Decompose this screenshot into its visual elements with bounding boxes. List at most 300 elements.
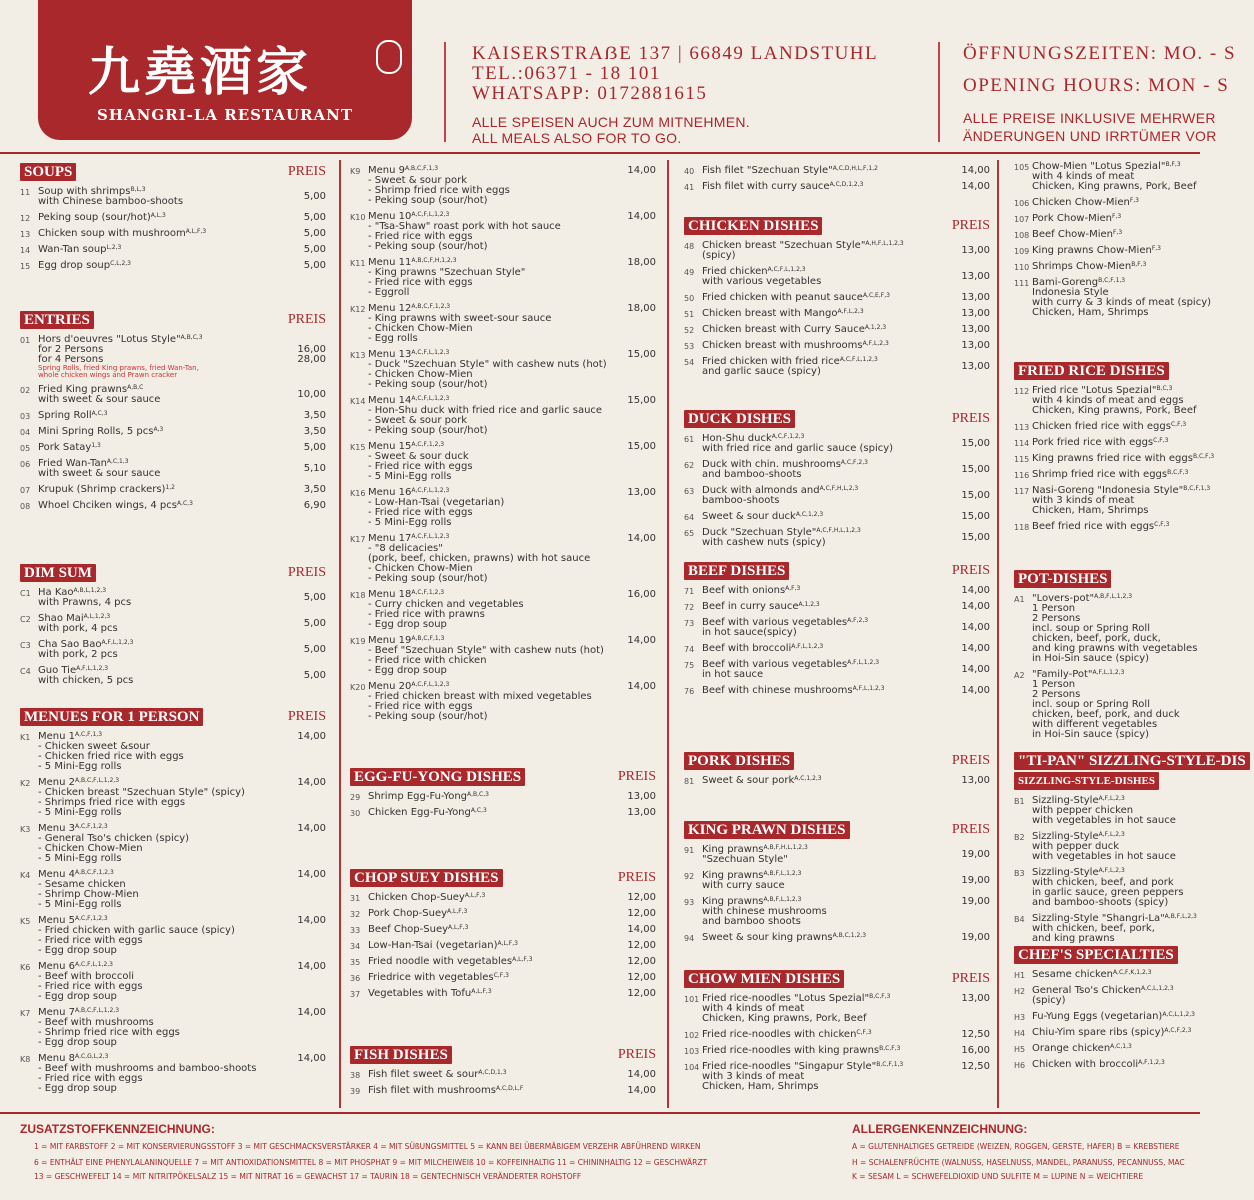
item-number: 118 (1014, 523, 1030, 532)
address: KAISERSTRAẞE 137 | 66849 LANDSTUHL (472, 43, 879, 64)
item-number: H2 (1014, 987, 1026, 996)
item-text: - "8 delicacies" (368, 543, 443, 554)
item-text: Menu 16 (368, 487, 412, 498)
item-line (702, 166, 950, 176)
item-text: - Egg drop soup (38, 945, 117, 956)
item-text: with 4 kinds of meat and eggs (1032, 395, 1184, 406)
allergen-codes: A,F,L,1,2,3 (76, 665, 109, 672)
item-price: 13,00 (627, 487, 656, 498)
item-description (1032, 470, 1214, 480)
item-description (38, 245, 286, 255)
item-description (1032, 162, 1214, 192)
item-note: Spring Rolls, fried King prawns, fried Wan-Tan, (38, 364, 199, 372)
item-line (368, 941, 616, 951)
section-header (350, 1046, 656, 1064)
section-menues2 (350, 160, 656, 722)
section-header (684, 562, 990, 580)
item-description (1032, 670, 1214, 740)
item-price: 14,00 (961, 585, 990, 596)
item-text: Beef with onions (702, 585, 786, 596)
item-line (368, 518, 616, 528)
allergen-codes: A,L,F,3 (185, 228, 207, 235)
allergen-codes: A,B,C,1,2,3 (832, 932, 867, 939)
item-text: Bami-Goreng (1032, 277, 1099, 288)
item-text: with chicken, beef, and pork (1032, 877, 1174, 888)
item-line (368, 1086, 616, 1096)
item-description (368, 1070, 616, 1080)
section-fish2 (684, 160, 990, 192)
item-text: with chicken, beef, pork, (1032, 923, 1155, 934)
item-text: Krupuk (Shrimp crackers) (38, 484, 166, 495)
item-text: - Fried chicken with garlic sauce (spicy) (38, 925, 235, 936)
item-price: 5,00 (303, 228, 326, 239)
allergen-codes: B,C,F,1,3 (876, 1061, 904, 1068)
item-price: 13,00 (961, 292, 990, 303)
item-price: 15,00 (961, 511, 990, 522)
item-line (38, 469, 286, 479)
item-number: 52 (684, 326, 695, 335)
item-text: General Tso's Chicken (1032, 985, 1142, 996)
item-description (702, 241, 950, 261)
item-description (1032, 246, 1214, 256)
allergen-codes: A,B,C,F,1,3 (405, 165, 439, 172)
menu-item (350, 792, 656, 802)
item-price: 13,00 (961, 340, 990, 351)
allergen-codes: A,3 (153, 426, 164, 433)
section-tipan (1014, 752, 1254, 944)
item-text: King prawns fried rice with eggs (1032, 453, 1193, 464)
item-number: 12 (20, 214, 31, 223)
section-header (684, 752, 990, 770)
item-description (702, 897, 950, 927)
item-description (702, 166, 950, 176)
item-text: and bamboo shoots (702, 916, 801, 927)
menu-item (684, 933, 990, 943)
allergen-codes: A,C,F,1,2,3 (411, 589, 445, 596)
allergen-codes: A,B,C,F,H,1,2,3 (411, 257, 457, 264)
section-header (20, 708, 326, 726)
item-line (702, 881, 950, 891)
allergen-codes: A,C,F,2,3 (840, 459, 868, 466)
item-line (1032, 308, 1214, 318)
item-price: 16,00 (627, 589, 656, 600)
item-line (702, 1014, 950, 1024)
item-text: Nasi-Goreng "Indonesia Style" (1032, 485, 1184, 496)
price-column-label: PREIS (951, 411, 990, 426)
item-line (702, 1030, 950, 1040)
column-divider (339, 160, 341, 1108)
menu-item (684, 182, 990, 192)
item-text: Duck with chin. mushrooms (702, 459, 841, 470)
item-text: - 5 Mini-Egg rolls (38, 899, 122, 910)
menu-item (1014, 278, 1254, 318)
header-divider (444, 42, 446, 142)
menu-item (684, 686, 990, 696)
section-soups (20, 163, 326, 271)
item-number: 103 (684, 1047, 700, 1056)
item-text: Menu 17 (368, 533, 412, 544)
item-description (702, 871, 950, 891)
item-text: Fish filet "Szechuan Style" (702, 165, 833, 176)
menu-item (20, 916, 326, 956)
menu-item (684, 341, 990, 351)
item-number: K8 (20, 1055, 31, 1064)
item-text: Sweet & sour pork (702, 775, 795, 786)
item-description (38, 229, 286, 239)
item-number: K1 (20, 733, 31, 742)
item-line (368, 472, 616, 482)
item-description (702, 341, 950, 351)
item-number: 53 (684, 342, 695, 351)
item-number: K3 (20, 825, 31, 834)
item-text: Pork Satay (38, 442, 92, 453)
item-price: 15,00 (627, 349, 656, 360)
item-text: - Sesame chicken (38, 879, 126, 890)
item-line (1032, 522, 1214, 532)
allergen-codes: A,F,L,2,3 (1098, 867, 1125, 874)
item-description (702, 586, 950, 596)
item-text: - Fried rice with prawns (368, 609, 485, 620)
item-description (1032, 1028, 1214, 1038)
item-text: Chicken Chow-Mien (1032, 197, 1130, 208)
allergen-codes: A,C,F,2,3 (1164, 1027, 1192, 1034)
item-price: 3,50 (303, 484, 326, 495)
item-text: - Chicken Chow-Mien (368, 563, 473, 574)
item-line (1032, 406, 1214, 416)
item-text: Beef with various vegetables (702, 659, 848, 670)
item-price: 14,00 (297, 1007, 326, 1018)
header-rule (0, 152, 1200, 154)
item-text: King prawns Chow-Mien (1032, 245, 1152, 256)
section-entries (20, 311, 326, 511)
item-number: 41 (684, 183, 695, 192)
section-chowmien (684, 970, 990, 1092)
item-number: 39 (350, 1087, 361, 1096)
item-line (1032, 654, 1214, 664)
section-title: EGG-FU-YONG DISHES (350, 768, 525, 786)
item-text: Menu 19 (368, 635, 412, 646)
item-text: Sizzling-Style (1032, 867, 1099, 878)
item-number: 75 (684, 661, 695, 670)
item-description (702, 686, 950, 696)
item-description (702, 845, 950, 865)
item-description (38, 213, 286, 223)
item-text: Menu 5 (38, 915, 75, 926)
allergen-codes: C,L,2,3 (110, 260, 131, 267)
item-description (38, 824, 286, 864)
allergen-codes: A,B,L,1,2,3 (73, 587, 107, 594)
item-number: 113 (1014, 423, 1030, 432)
allergen-codes: L,2,3 (106, 244, 122, 251)
item-text: Menu 1 (38, 731, 75, 742)
item-description (1032, 970, 1214, 980)
item-description (1032, 278, 1214, 318)
allergen-codes: 1,3 (91, 442, 101, 449)
item-number: C3 (20, 641, 31, 650)
item-description (38, 385, 286, 405)
item-line (38, 443, 286, 453)
item-line (1032, 1028, 1214, 1038)
item-line (1032, 1044, 1214, 1054)
section-title: "TI-PAN" SIZZLING-STYLE-DIS (1014, 752, 1250, 770)
item-text: - Peking soup (sour/hot) (368, 425, 488, 436)
menu-item (20, 588, 326, 608)
item-text: with vegetables in hot sauce (1032, 815, 1176, 826)
allergen-codes: A,L,F,3 (471, 988, 492, 995)
item-text: Menu 10 (368, 211, 412, 222)
item-description (1032, 796, 1214, 826)
item-text: Shrimp Egg-Fu-Yong (368, 791, 468, 802)
item-text: - Fried rice with eggs (38, 1073, 143, 1084)
item-line (368, 893, 616, 903)
item-text: Indonesia Style (1032, 287, 1109, 298)
item-line (368, 1070, 616, 1080)
item-price: 13,00 (961, 361, 990, 372)
item-price: 12,00 (627, 988, 656, 999)
item-number: 29 (350, 793, 361, 802)
allergen-codes: A,F,2,3 (847, 617, 869, 624)
allergen-codes: A,C,F,K,1,2,3 (1112, 969, 1152, 976)
prices-note: ALLE PREISE INKLUSIVE MEHRWER (963, 110, 1216, 126)
item-text: - Peking soup (sour/hot) (368, 195, 488, 206)
item-line (702, 277, 950, 287)
menu-item (350, 590, 656, 630)
item-text: with chicken, 5 pcs (38, 675, 134, 686)
item-text: with sweet & sour sauce (38, 394, 161, 405)
menu-item (684, 845, 990, 865)
item-text: - Fried rice with chicken (368, 655, 487, 666)
allergen-codes: A,C,F,1,3 (75, 731, 103, 738)
item-text: - Chicken Chow-Mien (368, 323, 473, 334)
allergen-codes: A,C,F,L,1,2,3 (75, 961, 113, 968)
item-description (38, 640, 286, 660)
item-number: 65 (684, 529, 695, 538)
item-number: 61 (684, 435, 695, 444)
item-price: 14,00 (961, 685, 990, 696)
item-description (368, 989, 616, 999)
item-line (1032, 246, 1214, 256)
allergen-codes: A,F,L,2,3 (1098, 831, 1125, 838)
item-text: - Curry chicken and vegetables (368, 599, 524, 610)
section-header (684, 970, 990, 988)
section-subtitle: SIZZLING-STYLE-DISHES (1014, 772, 1159, 790)
item-text: in hot sauce (702, 669, 764, 680)
allergen-codes: A,C,D,1,3 (478, 1069, 507, 1076)
item-line (702, 538, 950, 548)
item-text: Chicken, Ham, Shrimps (1032, 307, 1149, 318)
additives-row: 1 = MIT FARBSTOFF 2 = MIT KONSERVIERUNGSSTOFF 3 = MIT GESCHMACKSVERSTÄRKER 4 = MIT SÜßUNGSMITTEL 5 = KANN BEI ÜBERMÄßIGEM VERZEHR ABFÜHREND WIRKEN (34, 1142, 701, 1151)
allergen-codes: A,C,F,1,2,3 (411, 441, 445, 448)
menu-item (1014, 1012, 1254, 1022)
item-price: 13,00 (627, 791, 656, 802)
item-text: Ha Kao (38, 587, 74, 598)
item-text: King prawns (702, 870, 764, 881)
item-line (702, 444, 950, 454)
item-text: with cashew nuts (spicy) (702, 537, 826, 548)
item-price: 14,00 (297, 777, 326, 788)
item-line (38, 485, 286, 495)
item-description (702, 512, 950, 522)
allergen-codes: A,C,D,1,2,3 (829, 181, 864, 188)
section-title: POT-DISHES (1014, 570, 1111, 588)
item-text: Hon-Shu duck (702, 433, 772, 444)
item-line (38, 624, 286, 634)
item-description (702, 994, 950, 1024)
item-description (702, 293, 950, 303)
allergen-codes: A,L,F,3 (464, 892, 486, 899)
allergens-row: K = SESAM L = SCHWEFELDIOXID UND SULFITE M = LUPINE N = WEICHTIERE (852, 1172, 1144, 1181)
item-price: 14,00 (627, 1085, 656, 1096)
item-text: - Egg drop soup (38, 1037, 117, 1048)
item-text: "Family-Pot" (1032, 669, 1093, 680)
item-description (1032, 438, 1214, 448)
item-description (702, 602, 950, 612)
item-text: in garlic sauce, green peppers (1032, 887, 1184, 898)
item-number: 92 (684, 872, 695, 881)
item-text: Chicken, King prawns, Pork, Beef (1032, 181, 1197, 192)
item-text: - King prawns "Szechuan Style" (368, 267, 526, 278)
item-price: 14,00 (297, 961, 326, 972)
item-line (368, 196, 616, 206)
menu-item (1014, 594, 1254, 664)
item-line (702, 367, 950, 377)
item-number: 03 (20, 412, 31, 421)
allergen-codes: A,B,C,F,L,1,2,3 (75, 1007, 120, 1014)
item-line (38, 992, 286, 1002)
item-text: Mini Spring Rolls, 5 pcs (38, 426, 154, 437)
item-text: with various vegetables (702, 276, 822, 287)
allergen-codes: A,C,3 (91, 410, 108, 417)
item-text: Menu 2 (38, 777, 75, 788)
item-price: 5,00 (303, 618, 326, 629)
item-price: 14,00 (297, 1053, 326, 1064)
allergen-codes: A,B,C,F,1,2,3 (75, 869, 114, 876)
item-line (38, 1084, 286, 1094)
item-price: 18,00 (627, 303, 656, 314)
section-header (20, 163, 326, 181)
section-header (1014, 570, 1254, 588)
allergen-codes: A,L,F,3 (448, 924, 469, 931)
item-number: 38 (350, 1071, 361, 1080)
item-text: Menu 18 (368, 589, 412, 600)
item-line (38, 395, 286, 405)
item-text: Fu-Yung Eggs (vegetarian) (1032, 1011, 1163, 1022)
allergen-codes: A,C,D,H,L,F,1,2 (832, 165, 878, 172)
item-number: 101 (684, 995, 700, 1004)
item-text: Menu 8 (38, 1053, 75, 1064)
item-text: Fish filet sweet & sour (368, 1069, 479, 1080)
item-number: 04 (20, 428, 31, 437)
item-description (368, 893, 616, 903)
item-price: 14,00 (627, 924, 656, 935)
item-text: with Chinese bamboo-shoots (38, 196, 184, 207)
item-line (702, 670, 950, 680)
menu-item (20, 614, 326, 634)
item-text: incl. soup or Spring Roll (1032, 623, 1150, 634)
item-text: Chicken Chop-Suey (368, 892, 465, 903)
section-dimsum (20, 564, 326, 686)
allergen-codes: A,C,F,L,1,2,3 (411, 211, 450, 218)
item-text: - Peking soup (sour/hot) (368, 573, 488, 584)
item-number: K16 (350, 489, 366, 498)
item-text: Shrimp fried rice with eggs (1032, 469, 1168, 480)
item-price: 5,00 (303, 592, 326, 603)
allergen-codes: C,F,3 (1154, 521, 1170, 528)
item-number: 07 (20, 486, 31, 495)
menu-item (684, 586, 990, 596)
item-number: K2 (20, 779, 31, 788)
item-text: Menu 11 (368, 257, 412, 268)
section-title: BEEF DISHES (684, 562, 789, 580)
item-text: Fried chicken (702, 266, 768, 277)
item-text: - Low-Han-Tsai (vegetarian) (368, 497, 505, 508)
item-text: with curry & 3 kinds of meat (spicy) (1032, 297, 1212, 308)
item-number: C2 (20, 615, 31, 624)
allergen-codes: A,C,D,L,F (495, 1085, 524, 1092)
item-description (38, 1008, 286, 1048)
item-text: - 5 Mini-Egg rolls (38, 853, 122, 864)
item-line (1032, 214, 1214, 224)
allergen-codes: A,B,C,F,1,3 (411, 635, 445, 642)
item-text: Beef with broccoli (702, 643, 792, 654)
item-number: 116 (1014, 471, 1030, 480)
item-description (38, 870, 286, 910)
allergen-codes: A,F,L,2,3 (837, 308, 864, 315)
item-line (368, 426, 616, 436)
item-text: Menu 13 (368, 349, 412, 360)
item-price: 5,10 (303, 463, 326, 474)
price-column-label: PREIS (951, 753, 990, 768)
menu-item (684, 309, 990, 319)
item-text: - Shrimp fried rice with eggs (38, 1027, 180, 1038)
item-price: 13,00 (961, 993, 990, 1004)
section-chopsuey (350, 869, 656, 999)
item-text: - 5 Mini-Egg rolls (368, 471, 452, 482)
item-text: Peking soup (sour/hot) (38, 212, 151, 223)
allergen-codes: B,L,3 (130, 186, 146, 193)
item-price: 14,00 (627, 681, 656, 692)
logo-chinese-name: 九堯酒家 (88, 42, 313, 103)
allergen-codes: A,C,3 (470, 807, 487, 814)
item-description (38, 443, 286, 453)
item-price: 5,00 (303, 212, 326, 223)
item-text: Menu 4 (38, 869, 75, 880)
item-line (38, 197, 286, 207)
item-description (1032, 230, 1214, 240)
item-text: Chicken breast with Mango (702, 308, 838, 319)
allergen-codes: C,F,3 (1153, 437, 1169, 444)
item-price: 12,50 (961, 1061, 990, 1072)
menu-item (20, 778, 326, 818)
menu-item (1014, 1060, 1254, 1070)
item-price: 13,00 (961, 775, 990, 786)
section-header (1014, 946, 1254, 964)
item-line (702, 1046, 950, 1056)
item-text: - 5 Mini-Egg rolls (38, 761, 122, 772)
price-column-label: PREIS (951, 218, 990, 233)
menu-item (20, 385, 326, 405)
menu-item (1014, 246, 1254, 256)
item-text: - General Tso's chicken (spicy) (38, 833, 190, 844)
item-number: 50 (684, 294, 695, 303)
item-description (368, 590, 616, 630)
item-line (1032, 1060, 1214, 1070)
menu-item (20, 1054, 326, 1094)
allergen-codes: A,B,C (127, 384, 144, 391)
menu-item (684, 602, 990, 612)
item-number: 31 (350, 894, 361, 903)
item-description (1032, 422, 1214, 432)
